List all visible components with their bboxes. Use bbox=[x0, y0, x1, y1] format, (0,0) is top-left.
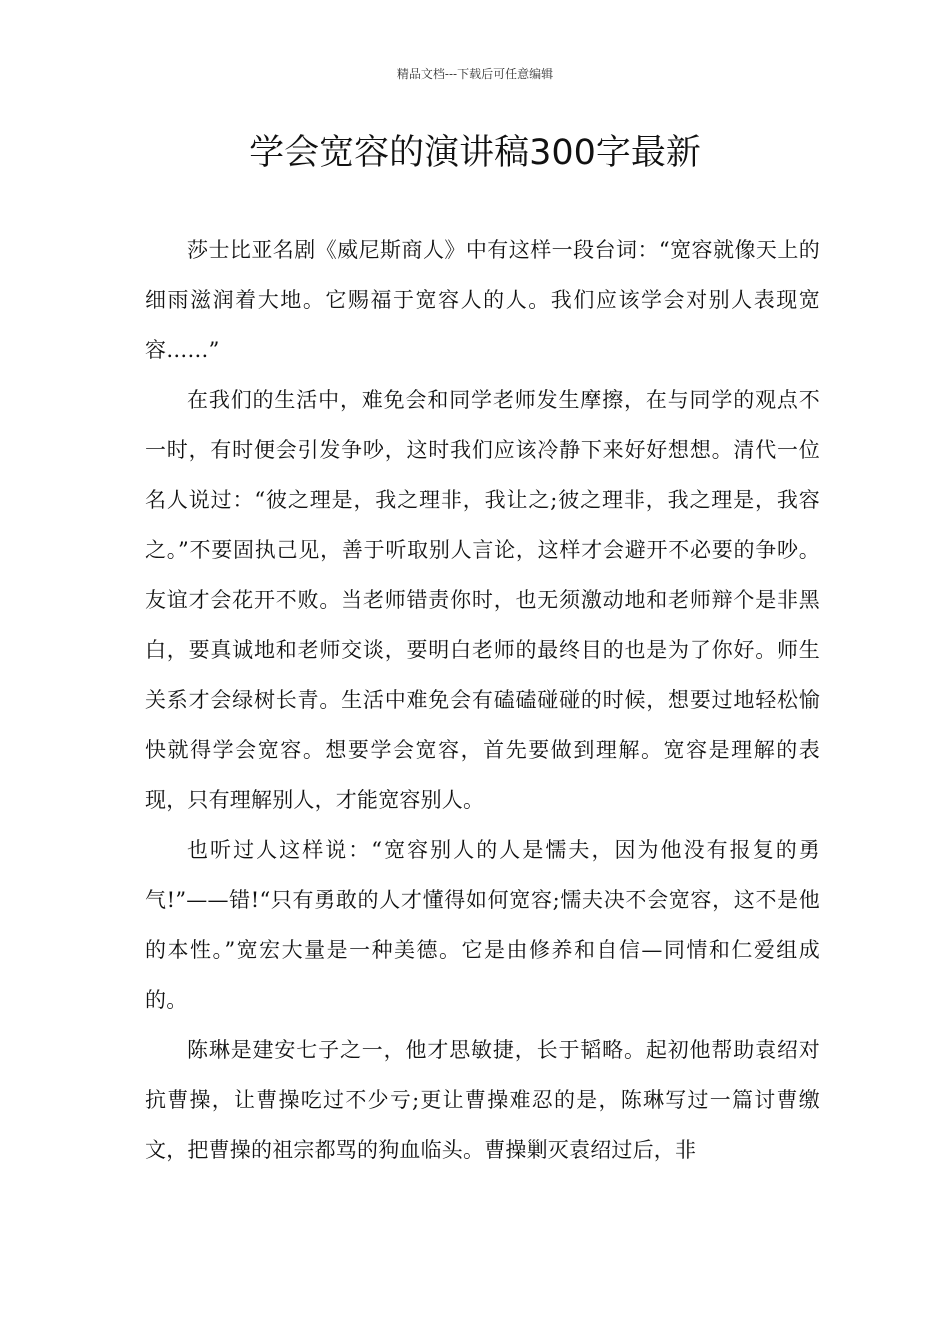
document-body bbox=[145, 225, 820, 1175]
header-note: 精品文档---下载后可任意编辑 bbox=[396, 67, 554, 81]
document-title: 学会宽容的演讲稿300字最新 bbox=[249, 133, 701, 173]
paragraph-4: 陈琳是建安七子之一，他才思敏捷，长于韬略。起初他帮助袁绍对抗曹操，让曹操吃过不少亏;更让曹操难忍的是，陈琳写过一篇讨曹缴文，把曹操的祖宗都骂的狗血临头。曹操剿灭袁绍过后，非 bbox=[145, 1038, 820, 1162]
paragraph-2: 在我们的生活中，难免会和同学老师发生摩擦，在与同学的观点不一时，有时便会引发争吵，这时我们应该冷静下来好好想想。清代一位名人说过：“彼之理是，我之理非，我让之;彼之理非，我之理是，我容之。”不要固执己见，善于听取别人言论，这样才会避开不必要的争吵。友谊才会花开不败。当老师错责你时，也无须激动地和老师辩个是非黑白，要真诚地和老师交谈，要明白老师的最终目的也是为了你好。师生关系才会绿树长青。生活中难免会有磕磕碰碰的时候，想要过地轻松愉快就得学会宽容。想要学会宽容，首先要做到理解。宽容是理解的表现，只有理解别人，才能宽容别人。 bbox=[145, 388, 820, 812]
paragraph-3: 也听过人这样说：“宽容别人的人是懦夫，因为他没有报复的勇气!”——错!“只有勇敢的人才懂得如何宽容;懦夫决不会宽容，这不是他的本性。”宽宏大量是一种美德。它是由修养和自信—同情和仁爱组成的。 bbox=[145, 838, 820, 1012]
paragraph-1: 莎士比亚名剧《威尼斯商人》中有这样一段台词：“宽容就像天上的细雨滋润着大地。它赐福于宽容人的人。我们应该学会对别人表现宽容……” bbox=[145, 238, 820, 362]
